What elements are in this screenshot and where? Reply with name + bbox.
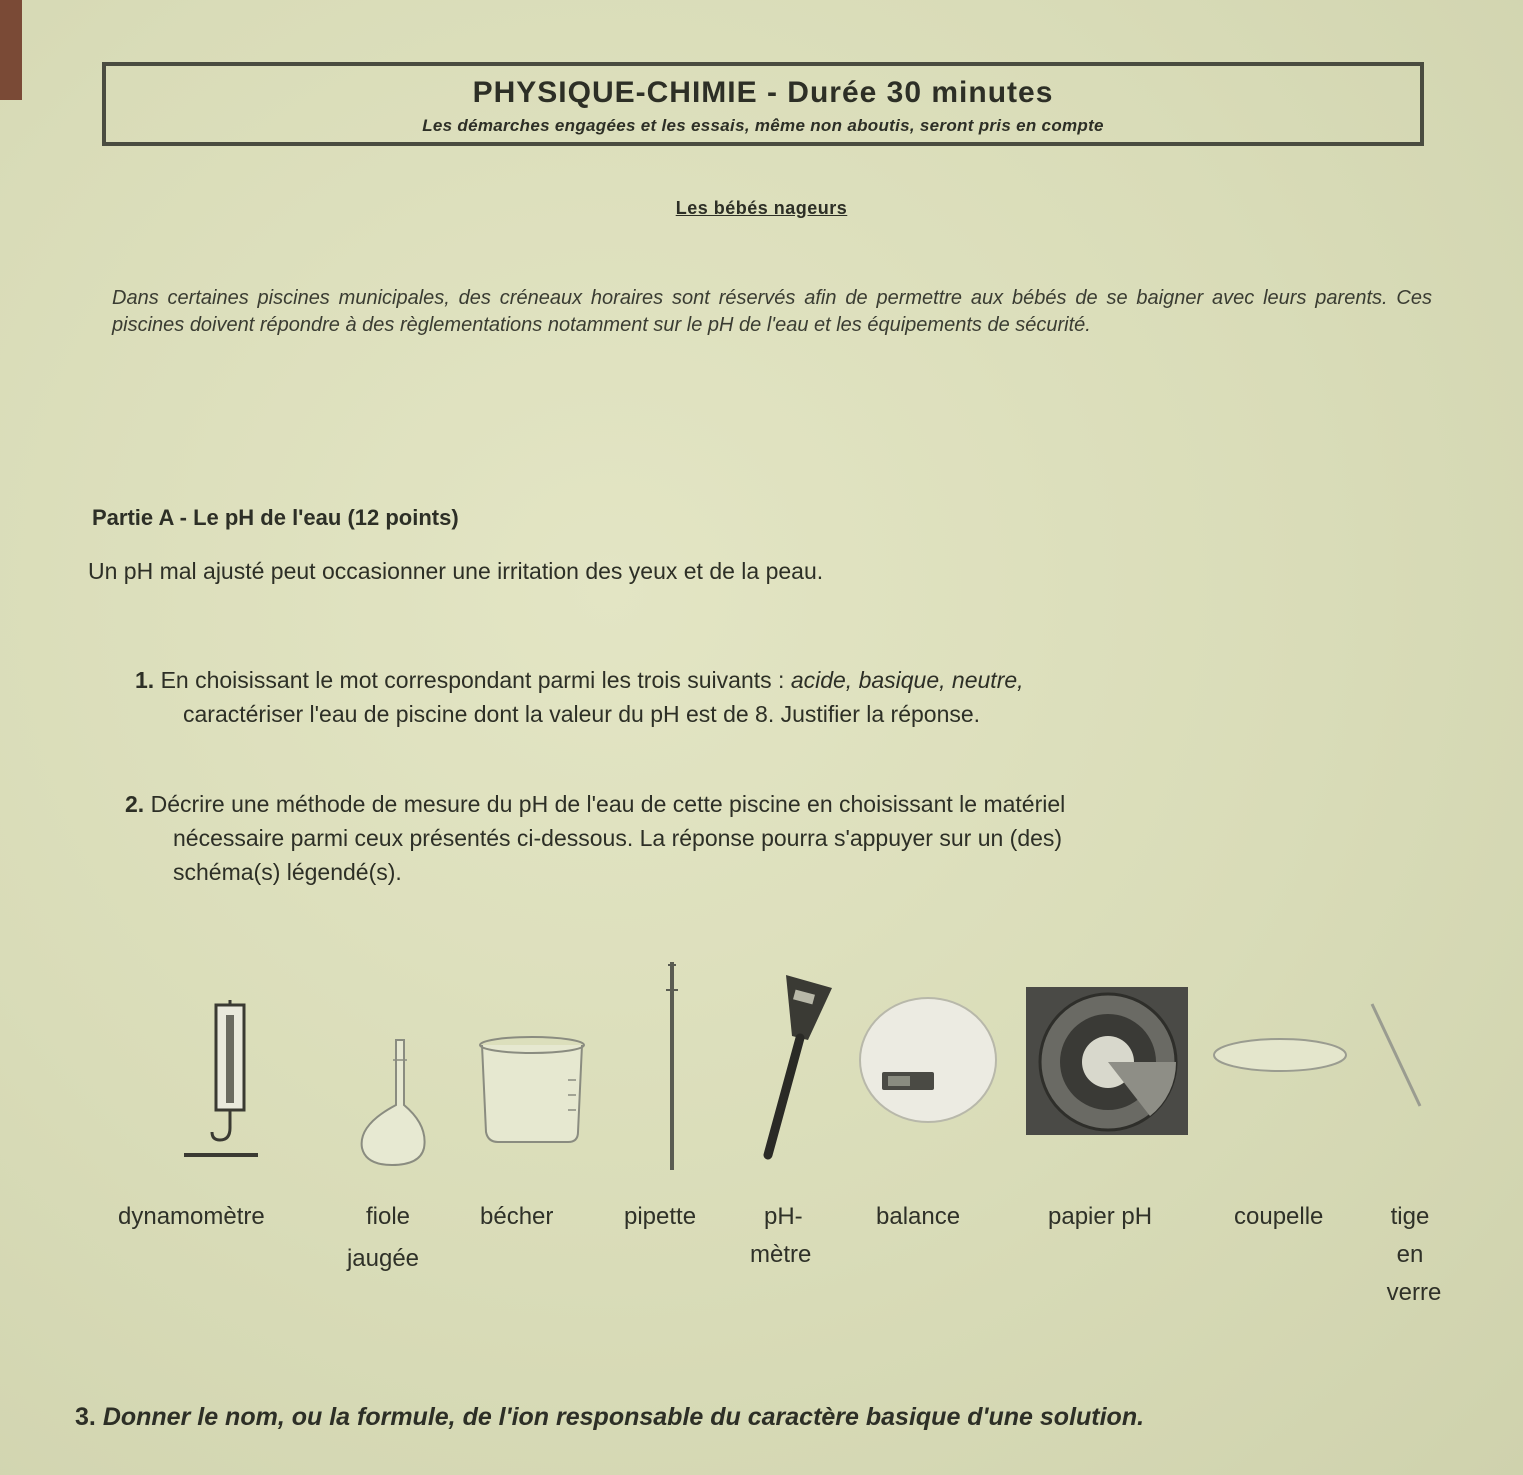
- volumetric-flask-icon: [362, 1040, 425, 1165]
- question-3: [75, 1400, 1505, 1434]
- question-2-number: 2.: [125, 791, 145, 817]
- label-tige: tige: [1390, 1203, 1430, 1230]
- label-balance: balance: [876, 1203, 961, 1230]
- label-coupelle: coupelle: [1234, 1203, 1324, 1230]
- label-en: en: [1396, 1241, 1424, 1268]
- label-dynamometre: dynamomètre: [118, 1203, 265, 1230]
- ph-meter-icon: [768, 975, 832, 1155]
- question-1-number: 1.: [135, 667, 155, 693]
- label-verre: verre: [1386, 1279, 1442, 1306]
- pipette-icon: [666, 962, 678, 1170]
- document-title: Les bébés nageurs: [675, 198, 848, 218]
- question-1-line2: caractériser l'eau de piscine dont la valeur du pH est de 8. Justifier la réponse.: [183, 701, 981, 727]
- dynamometer-icon: [184, 1000, 258, 1155]
- exam-header-subtitle: Les démarches engagées et les essais, même non aboutis, seront pris en compte: [422, 116, 1104, 135]
- label-fiole: fiole: [365, 1203, 411, 1230]
- question-3-number: 3.: [75, 1403, 96, 1431]
- label-ph: pH-: [764, 1203, 803, 1230]
- label-papier-ph: papier pH: [1048, 1203, 1153, 1230]
- beaker-icon: [480, 1037, 584, 1142]
- intro-paragraph: Dans certaines piscines municipales, des créneaux horaires sont réservés afin de permettre aux bébés de se baigner avec leurs parents. Ces piscines doivent répondre à des règlementations notamment sur le pH de l'eau et les équipements de sécurité.: [112, 287, 1432, 336]
- exam-header-title: PHYSIQUE-CHIMIE - Durée 30 minutes: [472, 76, 1054, 109]
- question-2-line1: Décrire une méthode de mesure du pH de l'eau de cette piscine en choisissant le matériel: [150, 791, 1066, 817]
- ph-paper-icon: [1026, 987, 1188, 1135]
- scale-icon: [860, 998, 996, 1122]
- question-2-line3: schéma(s) légendé(s).: [173, 859, 402, 885]
- dish-icon: [1214, 1039, 1346, 1071]
- label-pipette: pipette: [624, 1203, 697, 1230]
- glass-rod-icon: [1372, 1004, 1420, 1106]
- question-1-line1: En choisissant le mot correspondant parmi les trois suivants :: [160, 667, 785, 693]
- label-jaugee: jaugée: [346, 1245, 420, 1272]
- question-3-text: Donner le nom, ou la formule, de l'ion responsable du caractère basique d'une solution.: [102, 1403, 1145, 1431]
- label-becher: bécher: [480, 1203, 554, 1230]
- part-a-text: Un pH mal ajusté peut occasionner une irritation des yeux et de la peau.: [88, 558, 824, 584]
- label-metre: mètre: [750, 1241, 812, 1268]
- part-a-title: Partie A - Le pH de l'eau (12 points): [92, 505, 459, 530]
- question-2-line2: nécessaire parmi ceux présentés ci-dessous. La réponse pourra s'appuyer sur un (des): [173, 825, 1063, 851]
- question-1-choices: acide, basique, neutre,: [790, 667, 1024, 693]
